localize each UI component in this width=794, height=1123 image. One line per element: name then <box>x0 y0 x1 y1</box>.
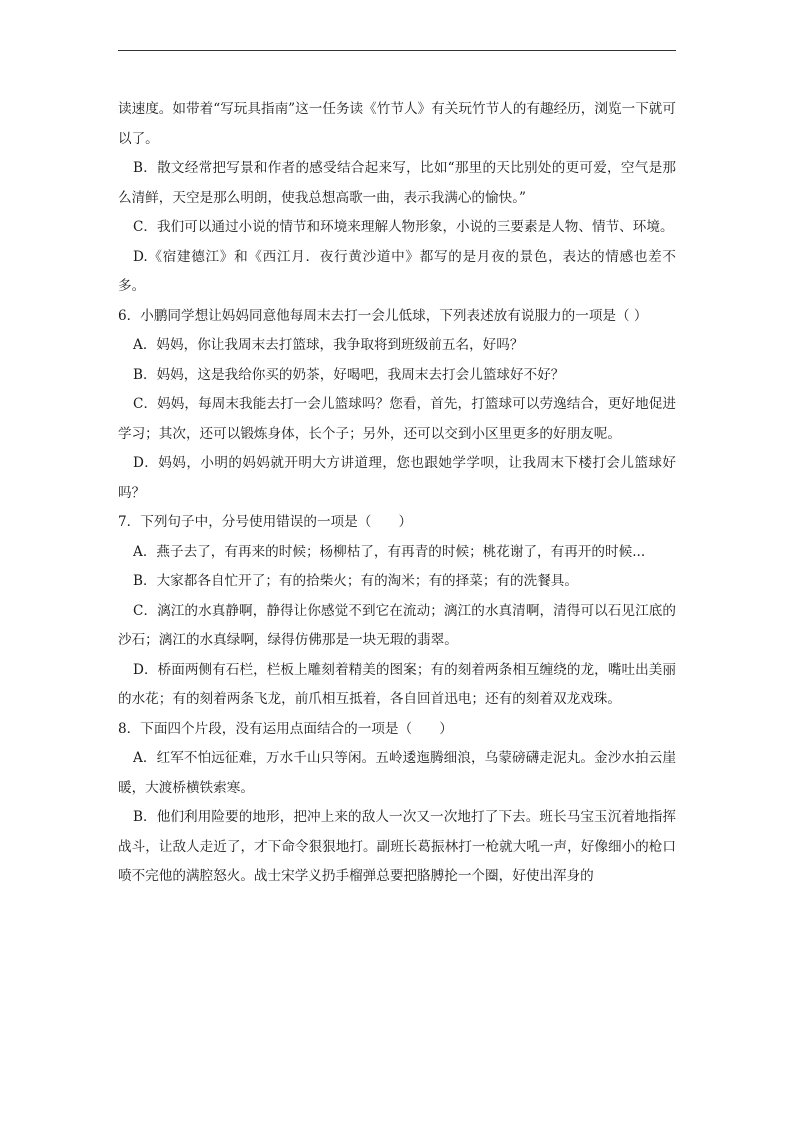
option-8a: A．红军不怕远征难，万水千山只等闲。五岭逶迤腾细浪，乌蒙磅礴走泥丸。金沙水拍云崖暖，大渡桥横铁索寒。 <box>118 750 676 796</box>
option-7b: B．大家都各自忙开了；有的拾柴火；有的淘米；有的择菜；有的洗餐具。 <box>133 573 578 589</box>
question-6: 6．小鹏同学想让妈妈同意他每周末去打一会儿低球，下列表述放有说服力的一项是（ ） <box>118 307 648 324</box>
option-6a: A．妈妈，你让我周末去打篮球，我争取将到班级前五名，好吗？ <box>133 337 524 353</box>
option-6d: D．妈妈，小明的妈妈就开明大方讲道理，您也跟她学学呗，让我周末下楼打会儿篮球好吗？ <box>118 455 676 501</box>
option-8b: B．他们利用险要的地形，把冲上来的敌人一次又一次地打了下去。班长马宝玉沉着地指挥战斗，让敌人走近了，才下命令狠狠地打。副班长葛振林打一枪就大吼一声，好像细小的枪口喷不完他的满腔怒火。战士宋学义扔手榴弹总要把胳膊抡一个圈，好使出浑身的 <box>118 809 676 884</box>
option-5d: D.《宿建德江》和《西江月．夜行黄沙道中》都写的是月夜的景色，表达的情感也差不多。 <box>118 248 676 294</box>
option-7c: C．漓江的水真静啊，静得让你感觉不到它在流动；漓江的水真清啊，清得可以石见江底的沙石；漓江的水真绿啊，绿得仿佛那是一块无瑕的翡翠。 <box>118 602 676 648</box>
header-rule <box>118 50 676 51</box>
paragraph-continuation: 读速度。如带着“写玩具指南”这一任务读《竹节人》有关玩竹节人的有趣经历，浏览一下就可以了。 <box>118 101 676 147</box>
option-7a: A．燕子去了，有再来的时候；杨柳枯了，有再青的时候；桃花谢了，有再开的时候... <box>133 543 646 560</box>
question-8: 8．下面四个片段，没有运用点面结合的一项是（ ） <box>118 720 453 737</box>
option-7d: D．桥面两侧有石栏，栏板上雕刻着精美的图案；有的刻着两条相互缠绕的龙，嘴吐出美丽的水花；有的刻着两条飞龙，前爪相互抵着，各自回首迅电；还有的刻着双龙戏珠。 <box>118 661 676 707</box>
option-5c: C．我们可以通过小说的情节和环境来理解人物形象，小说的三要素是人物、情节、环境。 <box>133 219 674 235</box>
question-7: 7．下列句子中，分号使用错误的一项是（ ） <box>118 514 413 530</box>
option-6b: B．妈妈，这是我给你买的奶茶，好喝吧，我周末去打会儿篮球好不好？ <box>133 366 565 383</box>
document-body <box>118 95 676 892</box>
option-5b: B．散文经常把写景和作者的感受结合起来写，比如“那里的天比别处的更可爱，空气是那么清鲜，天空是那么明朗，使我总想高歌一曲，表示我满心的愉快。” <box>118 160 676 206</box>
option-6c: C．妈妈，每周末我能去打一会儿篮球吗？您看，首先，打篮球可以劳逸结合，更好地促进学习；其次，还可以锻炼身体，长个子；另外，还可以交到小区里更多的好朋友呢。 <box>118 396 676 442</box>
